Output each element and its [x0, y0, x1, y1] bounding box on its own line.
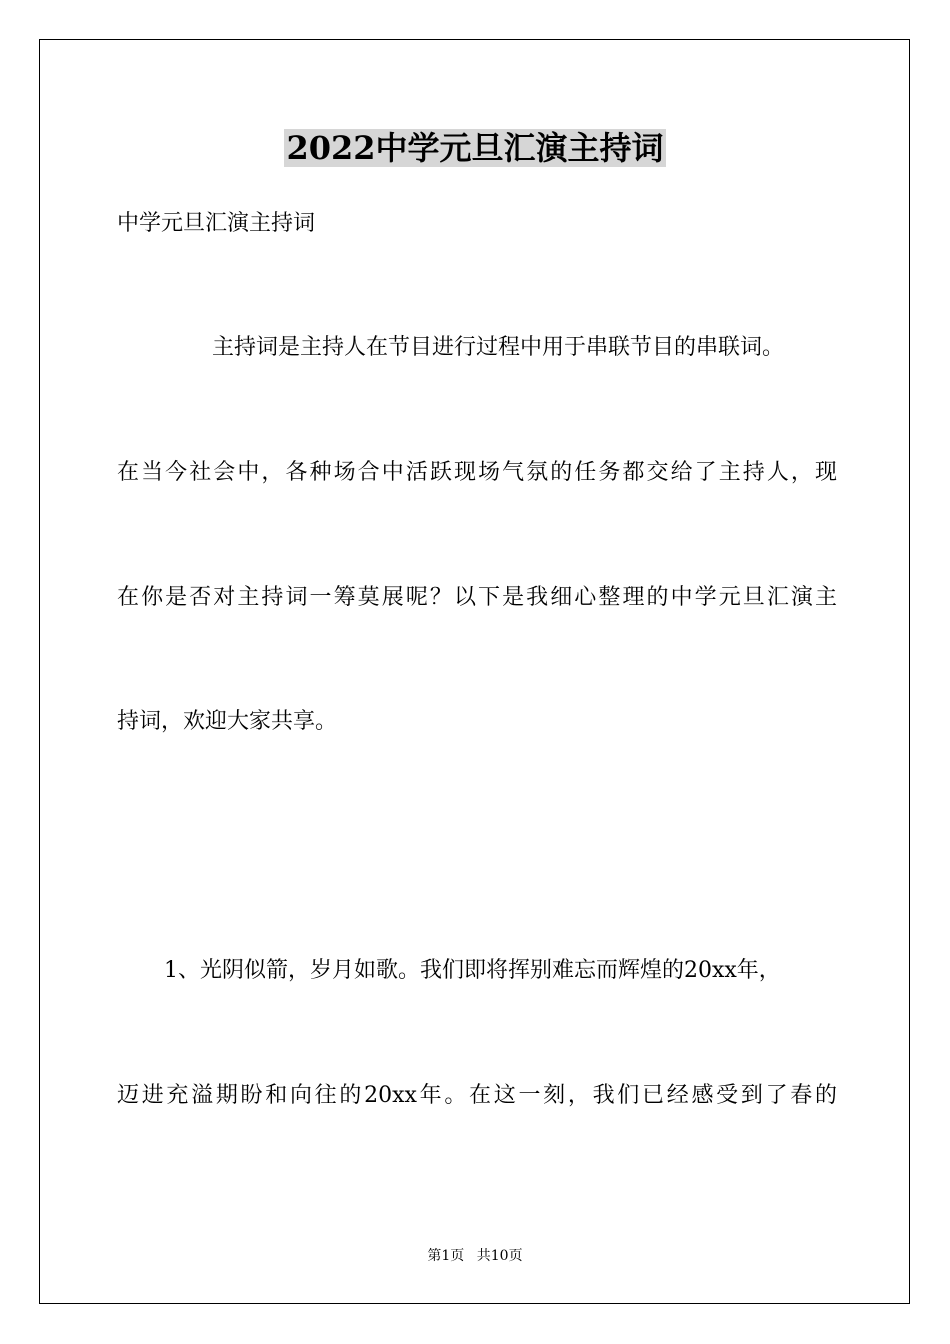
document-title [0, 128, 950, 174]
page-total: 共10页 [476, 1248, 523, 1264]
page-number: 第1页 [427, 1248, 465, 1264]
paragraph-line: 持词，欢迎大家共享。 [117, 709, 338, 734]
section-line: 1、光阴似箭，岁月如歌。我们即将挥别难忘而辉煌的20xx年， [164, 958, 781, 983]
paragraph-line: 在当今社会中，各种场合中活跃现场气氛的任务都交给了主持人，现 [117, 460, 837, 485]
page-footer [0, 1247, 950, 1265]
paragraph-line: 主持词是主持人在节目进行过程中用于串联节目的串联词。 [212, 335, 785, 360]
paragraph-line: 在你是否对主持词一筹莫展呢？以下是我细心整理的中学元旦汇演主 [117, 585, 837, 610]
document-subtitle: 中学元旦汇演主持词 [117, 211, 316, 236]
section-line: 迈进充溢期盼和向往的20xx年。在这一刻，我们已经感受到了春的 [117, 1083, 837, 1108]
document-title-text: 2022中学元旦汇演主持词 [286, 129, 664, 167]
